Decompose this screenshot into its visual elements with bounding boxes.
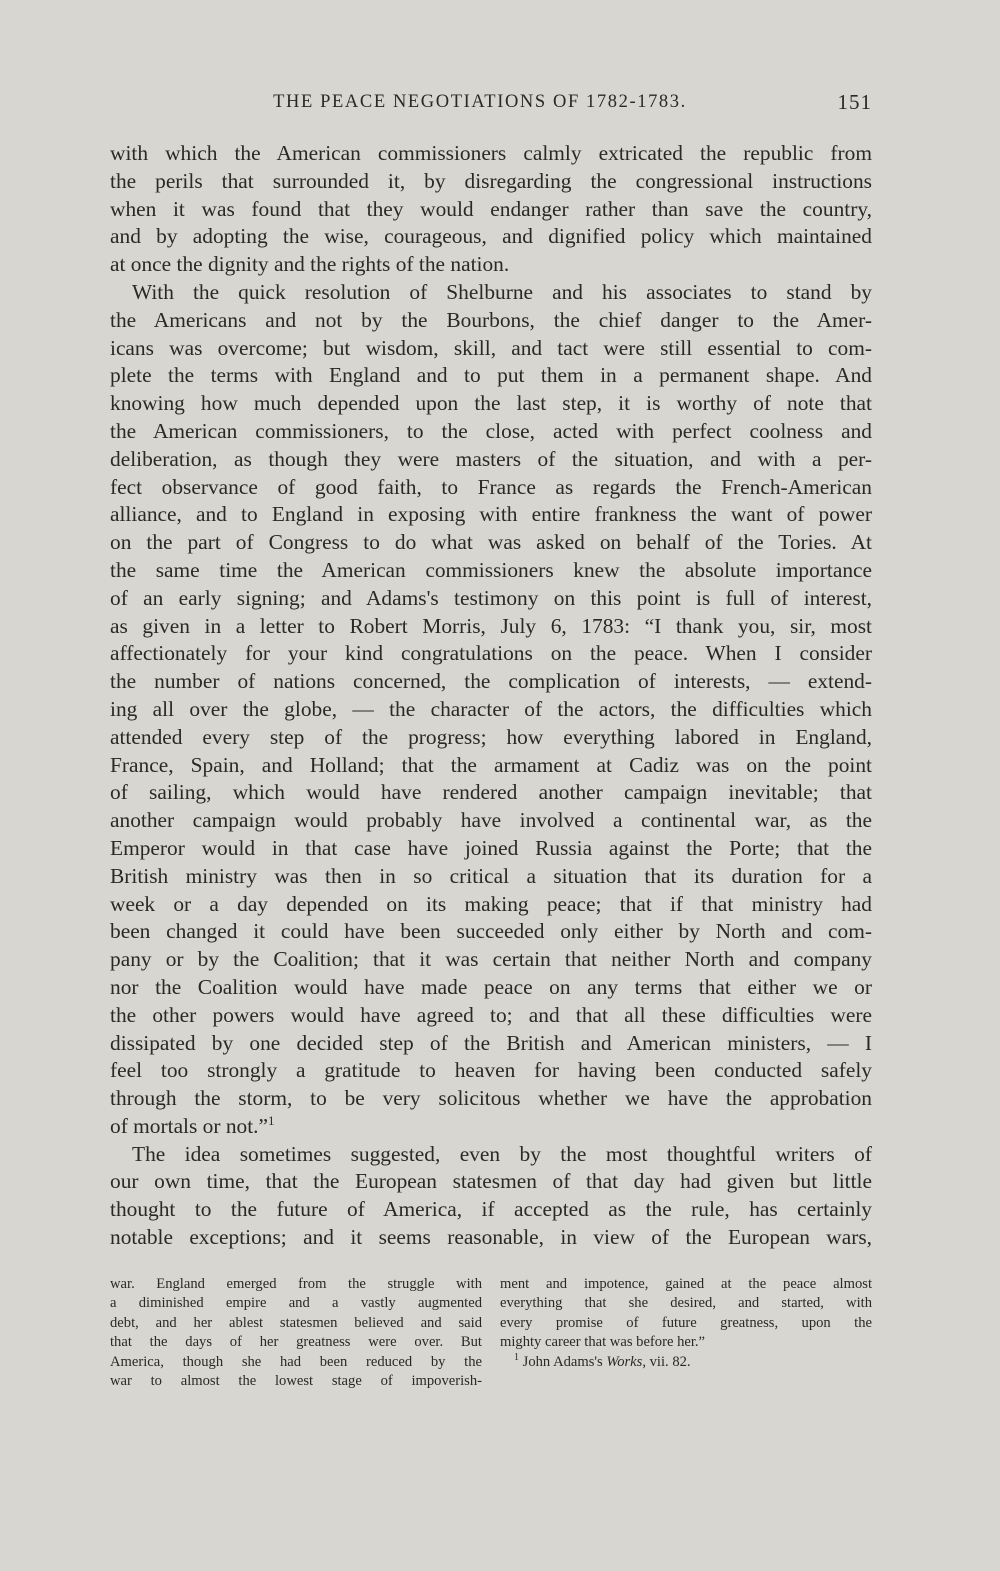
running-title: THE PEACE NEGOTIATIONS OF 1782-1783.: [273, 92, 687, 112]
body-line: the American commissioners, to the close, acted with perfect coolness and: [110, 418, 872, 443]
footnote-line: war to almost the lowest stage of impoverish-: [110, 1372, 482, 1389]
footnote-line: America, though she had been reduced by the: [110, 1353, 482, 1370]
body-line: With the quick resolution of Shelburne and his associates to stand by: [132, 279, 872, 304]
body-line-text: of mortals or not.”: [110, 1113, 269, 1138]
footnote-mark: 1: [514, 1351, 519, 1363]
body-line: feel too strongly a gratitude to heaven for having been conducted safely: [110, 1058, 872, 1083]
citation-text: John Adams's: [522, 1353, 607, 1370]
body-line: the perils that surrounded it, by disregarding the congressional instructions: [110, 168, 872, 193]
body-line: The idea sometimes suggested, even by the most thoughtful writers of: [132, 1141, 872, 1166]
body-line: week or a day depended on its making peace; that if that ministry had: [110, 891, 872, 916]
body-line: at once the dignity and the rights of the nation.: [110, 252, 510, 277]
footnote-line: every promise of future greatness, upon the: [500, 1314, 872, 1331]
body-line: ing all over the globe, — the character of the actors, the difficulties which: [110, 696, 872, 721]
footnote-column-left: [110, 1275, 482, 1391]
body-line: alliance, and to England in exposing with entire frankness the want of power: [110, 502, 872, 527]
footnote-line: everything that she desired, and started, with: [500, 1295, 872, 1312]
body-line: and by adopting the wise, courageous, and dignified policy which maintained: [110, 224, 872, 249]
footnote-reference: 1: [268, 1112, 275, 1128]
body-text: [110, 140, 872, 1252]
body-line-with-footnote: [110, 1113, 872, 1141]
body-line: the same time the American commissioners knew the absolute importance: [110, 557, 872, 582]
body-line: our own time, that the European statesmen of that day had given but little: [110, 1169, 872, 1194]
body-line: British ministry was then in so critical a situation that its duration for a: [110, 863, 872, 888]
footnote-line: mighty career that was before her.”: [500, 1334, 706, 1351]
body-line: with which the American commissioners calmly extricated the republic from: [110, 141, 872, 165]
body-line: Emperor would in that case have joined Russia against the Porte; that the: [110, 835, 872, 860]
footnote-line: ment and impotence, gained at the peace almost: [500, 1276, 872, 1292]
body-line: pany or by the Coalition; that it was certain that neither North and company: [110, 947, 872, 972]
body-line: thought to the future of America, if accepted as the rule, has certainly: [110, 1197, 872, 1222]
body-line: on the part of Congress to do what was asked on behalf of the Tories. At: [110, 530, 872, 555]
body-line: another campaign would probably have involved a continental war, as the: [110, 808, 872, 833]
body-line: nor the Coalition would have made peace on any terms that either we or: [110, 974, 872, 999]
citation-reference: , vii. 82.: [642, 1353, 691, 1370]
body-line: the other powers would have agreed to; and that all these difficulties were: [110, 1002, 872, 1027]
footnote-column-right: [500, 1275, 872, 1372]
body-line: when it was found that they would endanger rather than save the country,: [110, 196, 872, 221]
body-line: the number of nations concerned, the complication of interests, — extend-: [110, 669, 872, 694]
footnote-line: debt, and her ablest statesmen believed and said: [110, 1314, 482, 1331]
body-line: affectionately for your kind congratulations on the peace. When I consider: [110, 641, 872, 666]
body-line: plete the terms with England and to put them in a permanent shape. And: [110, 363, 872, 388]
footnote-line: a diminished empire and a vastly augmented: [110, 1295, 482, 1312]
body-line: as given in a letter to Robert Morris, July 6, 1783: “I thank you, sir, most: [110, 613, 872, 638]
body-line: fect observance of good faith, to France as regards the French-American: [110, 474, 872, 499]
citation-title: Works: [606, 1353, 643, 1370]
body-line: dissipated by one decided step of the British and American ministers, — I: [110, 1030, 872, 1055]
body-line: icans was overcome; but wisdom, skill, and tact were still essential to com-: [110, 335, 872, 360]
footnote-line: war. England emerged from the struggle with: [110, 1276, 482, 1292]
body-line: notable exceptions; and it seems reasonable, in view of the European wars,: [110, 1225, 872, 1250]
body-line: of sailing, which would have rendered another campaign inevitable; that: [110, 780, 872, 805]
body-line: the Americans and not by the Bourbons, the chief danger to the Amer-: [110, 307, 872, 332]
body-line: of an early signing; and Adams's testimony on this point is full of interest,: [110, 585, 872, 610]
body-line: France, Spain, and Holland; that the armament at Cadiz was on the point: [110, 752, 872, 777]
body-line: been changed it could have been succeeded only either by North and com-: [110, 919, 872, 944]
body-line: attended every step of the progress; how everything labored in England,: [110, 724, 872, 749]
body-line: deliberation, as though they were masters of the situation, and with a per-: [110, 446, 872, 471]
page-number: 151: [837, 90, 872, 114]
body-line: through the storm, to be very solicitous whether we have the approbation: [110, 1086, 872, 1111]
footnote-citation: [500, 1353, 872, 1372]
body-line: knowing how much depended upon the last step, it is worthy of note that: [110, 391, 872, 416]
running-head: [110, 88, 872, 118]
footnote-line: that the days of her greatness were over. But: [110, 1334, 482, 1351]
